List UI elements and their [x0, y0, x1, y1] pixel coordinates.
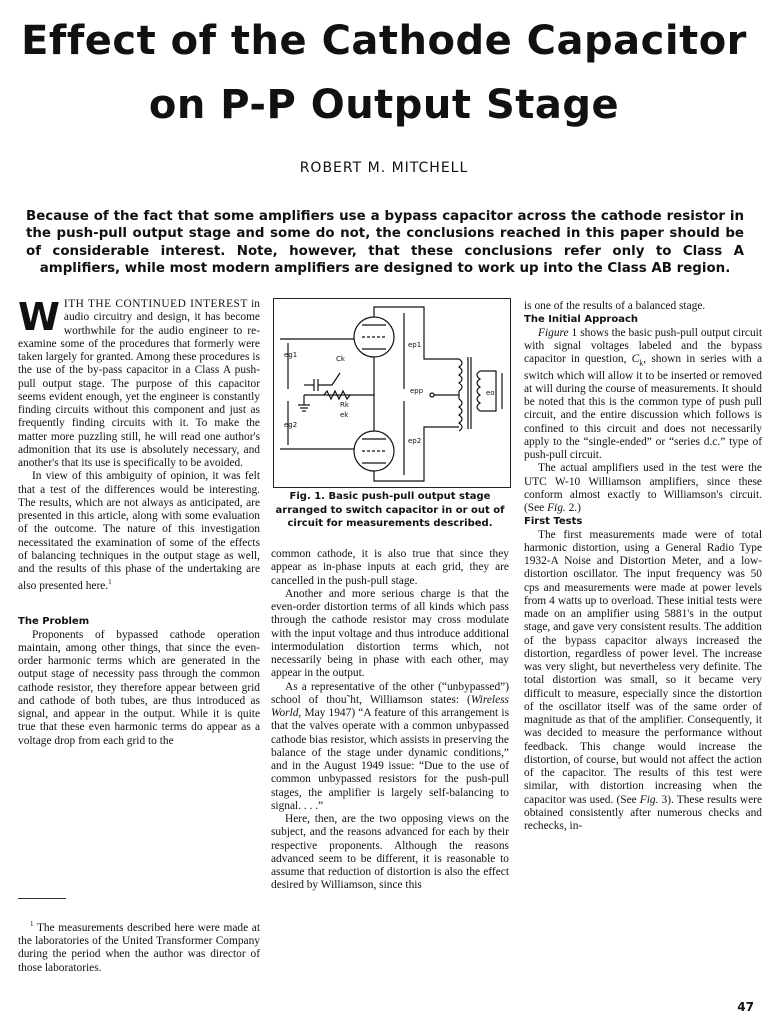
paragraph: Another and more serious charge is that the even-order distortion terms of all kinds which pass through the cathode resistor may cross modulate with the input voltage and thus introduce additional intermodulation distortion terms which, not necessarily being in phase with each other, may appear in the output. — [271, 587, 509, 680]
column-3 — [524, 300, 762, 833]
label-eg2: eg2 — [284, 421, 298, 429]
paragraph: As a representative of the other (“unbypassed”) school of thou˜ht, Williamson states: (Wireless World, May 1947) “A feature of this arrangement is that the valves operate with a common unbypassed cathode bias resistor, which assists in preserving the balance of the stage under dynamic conditions,” and in the August 1949 issue: “Due to the use of common unbypassed resistors for the push-pull stages, the amplifier is largely self-balancing to signal. . . .” — [271, 680, 509, 812]
label-eg1: eg1 — [284, 351, 298, 359]
author: ROBERT M. MITCHELL — [299, 160, 469, 176]
circuit-diagram — [274, 299, 510, 487]
intro-caps: ITH THE CONTINUED INTEREST — [63, 298, 248, 310]
page-number: 47 — [737, 1000, 754, 1014]
section-heading-problem: The Problem — [18, 616, 90, 628]
paragraph: is one of the results of a balanced stage. — [524, 300, 706, 312]
paragraph: Proponents of bypassed cathode operation maintain, among other things, that since the even-order harmonic terms which are generated in the output stage of necessity pass through the common cathode resistor, they therefore appear between grid and cathode of both tubes, are thus introduced as signal, and appear in the output. While it is quite true that these even harmonic terms do appear as a voltage drop from each grid to the — [18, 628, 260, 747]
title-line-1: Effect of the Cathode Capacitor — [21, 18, 747, 64]
section-heading-first-tests: First Tests — [524, 516, 583, 528]
paragraph: Here, then, are the two opposing views on the subject, and the reasons advanced for each by their respective proponents. Although the reasons advanced seem to be different, it is reasonable to assume that reduction of distortion is also the effect desired by Williamson, since this — [271, 813, 509, 892]
intro-paragraph: WITH THE CONTINUED INTEREST in audio circuitry and design, it has become worthwhile for the audio engineer to re-examine some of the procedures that formerly were taken largely for granted. Among these procedures is the use of the by-pass capacitor in a Class A push-pull output stage. The purpose of this capacitor seems evident enough, yet the engineer is constantly finding circuits without this component and just as frequently finding circuits with it. To make the matter more puzzling still, he will read one author's admonition that its use is absolutely necessary, and another's that its use is specifically to be avoided. — [18, 295, 260, 469]
drop-cap: W — [18, 295, 60, 339]
paragraph: The actual amplifiers used in the test were the UTC W-10 Williamson amplifiers, since these conform almost exactly to Williamson's circuit. (See Fig. 2.) — [524, 462, 762, 515]
abstract: Because of the fact that some amplifiers use a bypass capacitor across the cathode resistor in the push-pull output stage and some do not, the conclusions reached in this paper should be of considerable interest. Note, however, that these conclusions refer only to Class A amplifiers, while most modern amplifiers are designed to work up into the Class AB region. — [26, 209, 744, 277]
label-eo: eo — [486, 389, 495, 397]
paragraph: In view of this ambiguity of opinion, it was felt that a test of the differences would be interesting. The results, which are not always as anticipated, are presented in this article, along with some evaluation of the outcome. The nature of this investigation necessitated the examination of some of the effects of balancing techniques in the output stage as well, and the results of this phase of the undertaking are also presented here.$^1$ — [18, 470, 260, 593]
label-ek: ek — [340, 411, 349, 419]
footnote-ref: 1 — [108, 578, 112, 587]
section-heading-initial-approach: The Initial Approach — [524, 314, 638, 326]
label-ep1: ep1 — [408, 341, 422, 349]
paragraph: The first measurements made were of total harmonic distortion, using a General Radio Type 1932-A Noise and Distortion Meter, and a low-distortion oscillator. The input frequency was 50 cps and measurements were made at power levels from 4 watts up to overload. These initial tests were made on an amplifier using 5881's in the output stage, and gave very consistent results. The addition of the bypass capacitor always increased the distortion, regardless of power level. The increase was very slight, but nevertheless very definite. The total distortion was small, so it became very difficult to measure, especially since the distortion of the oscillator itself was of the same order of magnitude as that of the amplifier. Consequently, it was decided to measure the performance without feedback. This change would increase the distortion, of course, but would not affect the action of the capacitor. The results of this test were similar, with distortion increasing when the capacitor was used. (See Fig. 3). These results were obtained consistently after numerous checks and rechecks, in- — [524, 528, 763, 833]
paragraph: common cathode, it is also true that since they appear as in-phase inputs at each grid, they are cancelled in the push-pull stage. — [271, 548, 509, 587]
label-ck: Ck — [336, 355, 345, 363]
label-epp: epp — [410, 387, 424, 395]
footnote-rule — [18, 898, 66, 899]
footnote: $^1$ The measurements described here were made at the laboratories of the United Transformer Company during the period when the author was director of those laboratories. — [18, 920, 260, 974]
title-line-2: on P-P Output Stage — [148, 82, 620, 128]
paragraph: Figure 1 shows the basic push-pull output circuit with signal voltages labeled and the bypass capacitor in question, $C_k$, shown in series with a switch which will allow it to be inserted or removed at will during the course of measurements. It should be noted that this is the common type of push pull circuit, and the entire discussion which follows is confined to this circuit and does not necessarily apply to the “single-ended” or “series d.c.” type of push-pull circuit. — [524, 326, 763, 462]
circuit-figure — [273, 298, 511, 488]
figure-caption: Fig. 1. Basic push-pull output stage arranged to switch capacitor in or out of circuit for measurements described. — [275, 491, 505, 529]
column-1 — [18, 295, 260, 748]
column-2 — [271, 548, 509, 893]
label-ep2: ep2 — [408, 437, 422, 445]
label-rk: Rk — [340, 401, 349, 409]
